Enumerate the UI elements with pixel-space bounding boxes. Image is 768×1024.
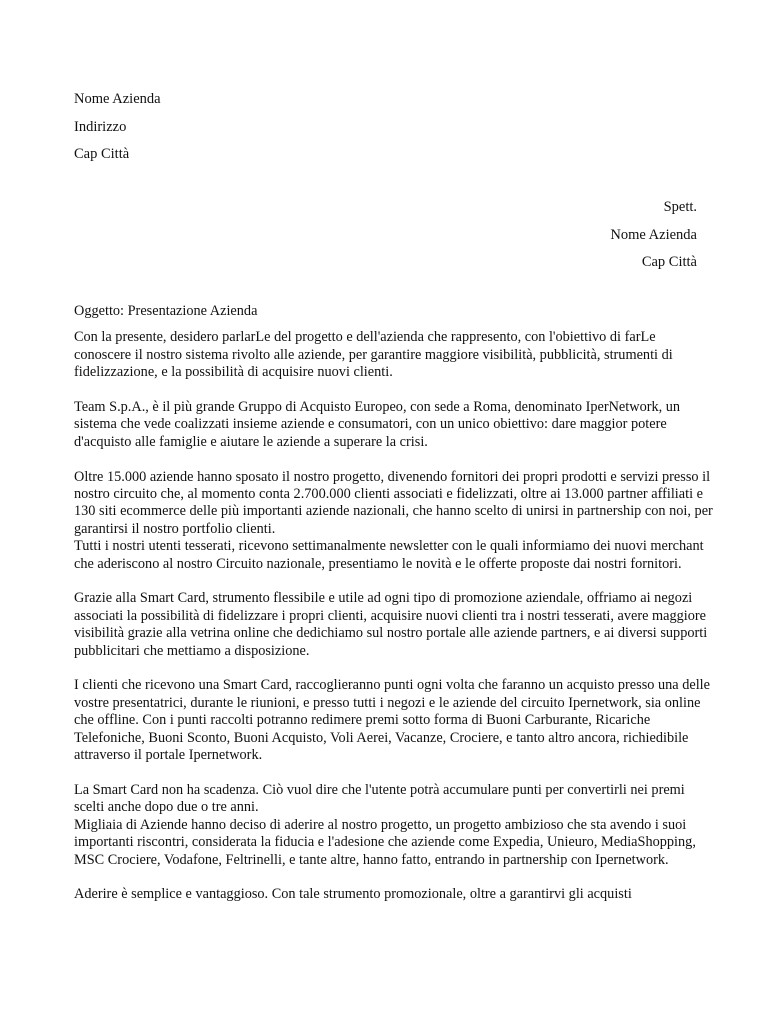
paragraph-numbers: Oltre 15.000 aziende hanno sposato il nostro progetto, divenendo fornitori dei propri prodotti e servizi presso il nostro circuito che, al momento conta 2.700.000 clienti associati e fidelizzati, oltre ai 13.000 partner affiliati e 130 siti ecommerce delle più importanti aziende nazionali, che hanno scelto di unirsi in partnership con noi, per garantirsi il nostro portfolio clienti. <box>74 468 713 537</box>
recipient-salutation: Spett. <box>663 199 697 215</box>
paragraph-smart-card: Grazie alla Smart Card, strumento flessibile e utile ad ogni tipo di promozione aziendale, offriamo ai negozi associati la possibilità di fidelizzare i propri clienti, acquisire nuovi clienti tra i nostri tesserati, avere maggiore visibilità grazie alla vetrina online che dedichiamo sul nostro portale alle aziende partners, e ai diversi supporti pubblicitari che mettiamo a disposizione. <box>74 590 708 659</box>
recipient-block <box>610 194 697 277</box>
recipient-city: Cap Città <box>641 254 697 270</box>
paragraph-intro: Con la presente, desidero parlarLe del progetto e dell'azienda che rappresento, con l'obiettivo di farLe conoscere il nostro sistema rivolto alle aziende, per garantire maggiore visibilità, pubblicità, strumenti di fidelizzazione, e la possibilità di acquisire nuovi clienti. <box>74 329 673 381</box>
paragraph-points: I clienti che ricevono una Smart Card, raccoglieranno punti ogni volta che faranno un acquisto presso una delle vostre presentatrici, durante le riunioni, e presso tutti i negozi e le aziende del circuito Ipernetwork, sia online che offline. Con i punti raccolti potranno redimere premi sotto forma di Buoni Carburante, Ricariche Telefoniche, Buoni Sconto, Buoni Acquisto, Voli Aerei, Vacanze, Crociere, e tanto altro ancora, richiedibile attraverso il portale Ipernetwork. <box>74 677 710 764</box>
paragraph-no-expiry: La Smart Card non ha scadenza. Ciò vuol dire che l'utente potrà accumulare punti per convertirli nei premi scelti anche dopo due o tre anni. <box>74 781 685 816</box>
paragraph-join: Aderire è semplice e vantaggioso. Con tale strumento promozionale, oltre a garantirvi gli acquisti <box>74 886 632 903</box>
sender-address: Indirizzo <box>74 118 127 135</box>
letter-body <box>74 303 714 904</box>
paragraph-partners: Migliaia di Aziende hanno deciso di aderire al nostro progetto, un progetto ambizioso che sta avendo i suoi importanti riscontri, considerata la fiducia e l'adesione che aziende come Expedia, Unieuro, MediaShopping, MSC Crociere, Vodafone, Feltrinelli, e tante altre, hanno fatto, entrando in partnership con Ipernetwork. <box>74 816 696 868</box>
sender-company: Nome Azienda <box>74 91 161 107</box>
recipient-company: Nome Azienda <box>610 226 697 243</box>
subject-line: Oggetto: Presentazione Azienda <box>74 303 258 319</box>
sender-city: Cap Città <box>74 146 130 162</box>
sender-block <box>74 86 161 169</box>
paragraph-company: Team S.p.A., è il più grande Gruppo di Acquisto Europeo, con sede a Roma, denominato IperNetwork, un sistema che vede coalizzati insieme aziende e consumatori, con un unico obiettivo: dare maggior potere d'acquisto alle famiglie e aiutare le aziende a superare la crisi. <box>74 399 681 450</box>
paragraph-newsletter: Tutti i nostri utenti tesserati, ricevono settimanalmente newsletter con le quali informiamo dei nuovi merchant che aderiscono al nostro Circuito nazionale, presentiamo le novità e le offerte proposte dai nostri fornitori. <box>74 538 704 572</box>
